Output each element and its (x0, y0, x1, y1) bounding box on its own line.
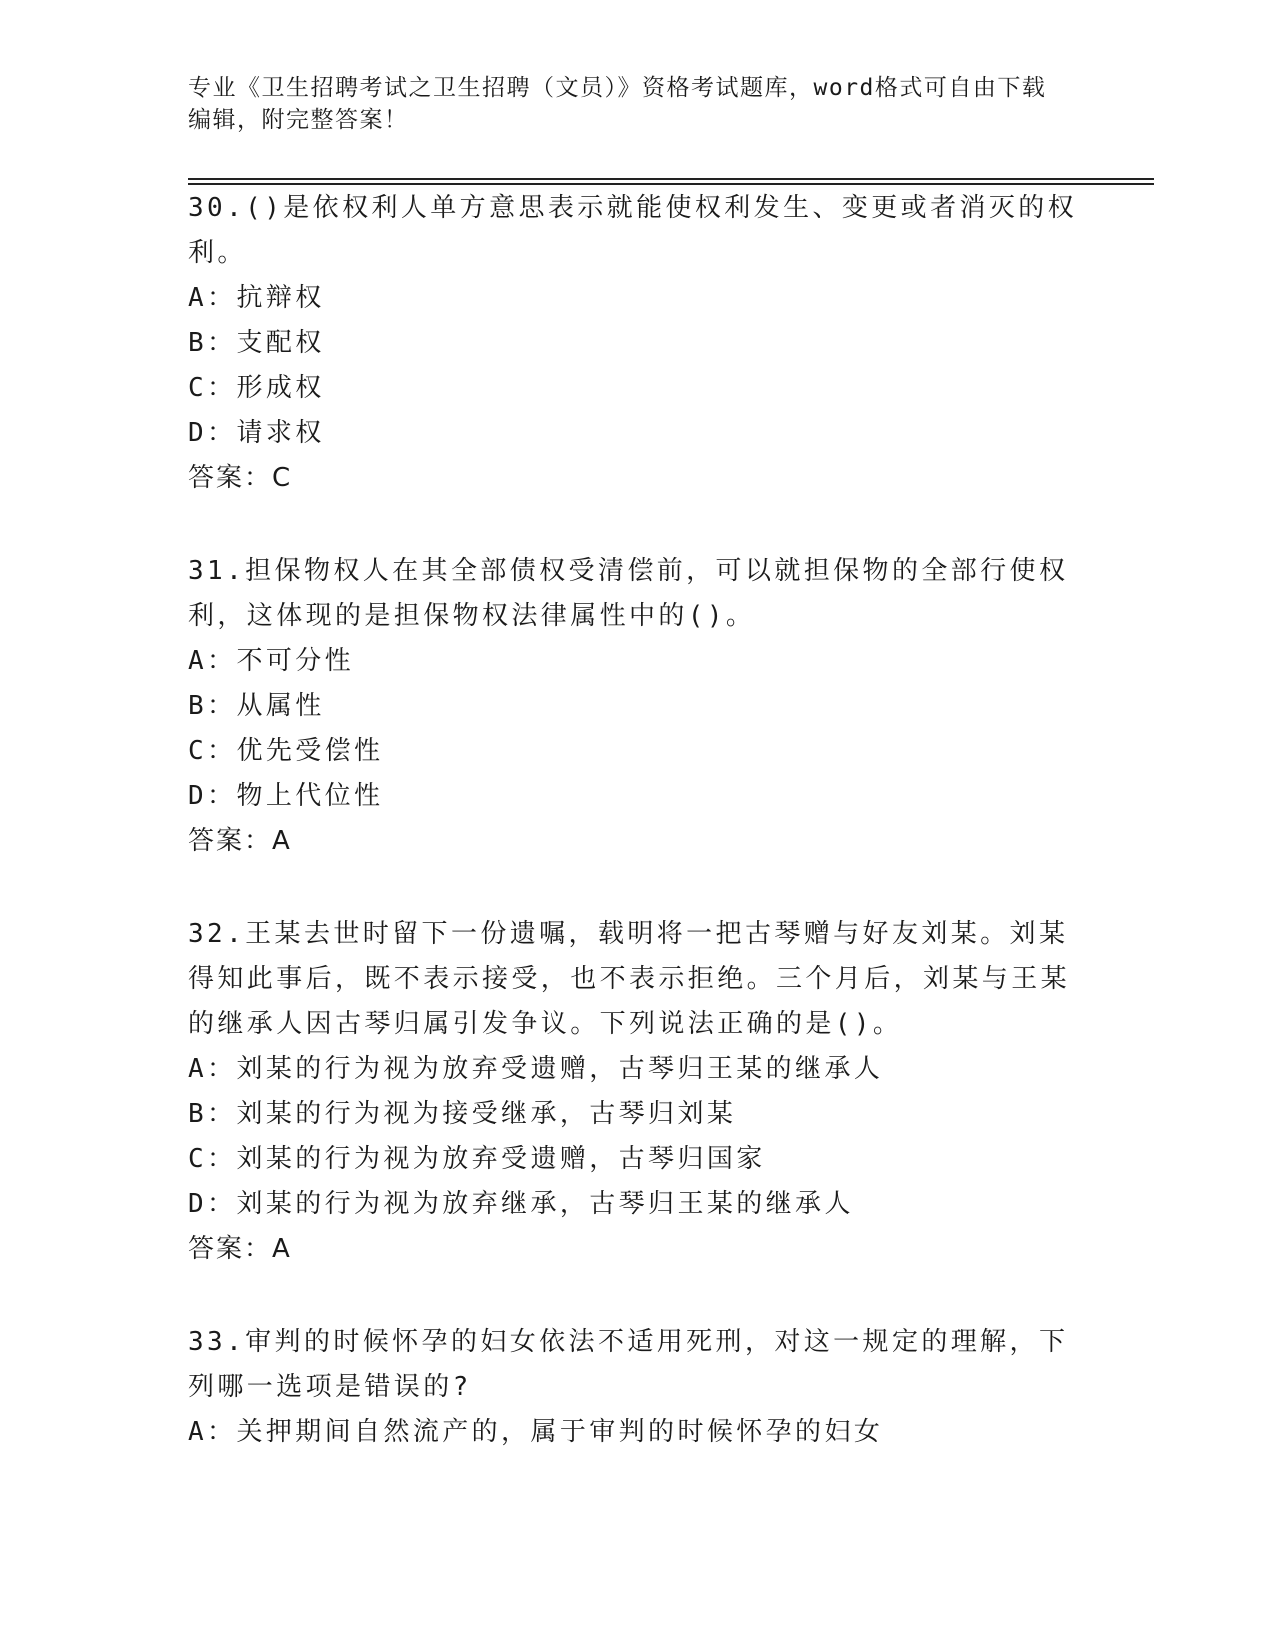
question-32 (188, 912, 1088, 1272)
option-a: A：抗辩权 (188, 283, 325, 313)
option-d: D：刘某的行为视为放弃继承，古琴归王某的继承人 (188, 1189, 854, 1219)
question-stem: 32.王某去世时留下一份遗嘱，载明将一把古琴赠与好友刘某。刘某得知此事后，既不表示接受，也不表示拒绝。三个月后，刘某与王某的继承人因古琴归属引发争议。下列说法正确的是()。 (188, 919, 1071, 1039)
option-b: B：刘某的行为视为接受继承，古琴归刘某 (188, 1099, 737, 1129)
option-d: D：物上代位性 (188, 781, 384, 811)
option-a: A：不可分性 (188, 646, 355, 676)
option-c: C：形成权 (188, 373, 325, 403)
answer-line: 答案：C (188, 463, 293, 493)
question-list (188, 186, 1088, 1503)
header-divider-top (188, 178, 1154, 180)
option-d: D：请求权 (188, 418, 325, 448)
question-stem: 31.担保物权人在其全部债权受清偿前，可以就担保物的全部行使权利，这体现的是担保物权法律属性中的()。 (188, 556, 1069, 631)
document-header: 专业《卫生招聘考试之卫生招聘（文员）》资格考试题库，word格式可自由下载编辑，附完整答案！ (188, 75, 1047, 133)
answer-line: 答案：A (188, 826, 292, 856)
question-stem: 33.审判的时候怀孕的妇女依法不适用死刑，对这一规定的理解，下列哪一选项是错误的? (188, 1327, 1069, 1402)
question-30 (188, 186, 1088, 501)
question-31 (188, 549, 1088, 864)
header-divider-bottom (188, 183, 1154, 185)
option-a: A：刘某的行为视为放弃受遗赠，古琴归王某的继承人 (188, 1054, 884, 1084)
question-stem: 30.()是依权利人单方意思表示就能使权利发生、变更或者消灭的权利。 (188, 193, 1078, 268)
option-c: C：刘某的行为视为放弃受遗赠，古琴归国家 (188, 1144, 766, 1174)
option-a: A：关押期间自然流产的，属于审判的时候怀孕的妇女 (188, 1417, 884, 1447)
question-33 (188, 1320, 1088, 1455)
option-c: C：优先受偿性 (188, 736, 384, 766)
answer-line: 答案：A (188, 1234, 292, 1264)
option-b: B：从属性 (188, 691, 325, 721)
option-b: B：支配权 (188, 328, 325, 358)
